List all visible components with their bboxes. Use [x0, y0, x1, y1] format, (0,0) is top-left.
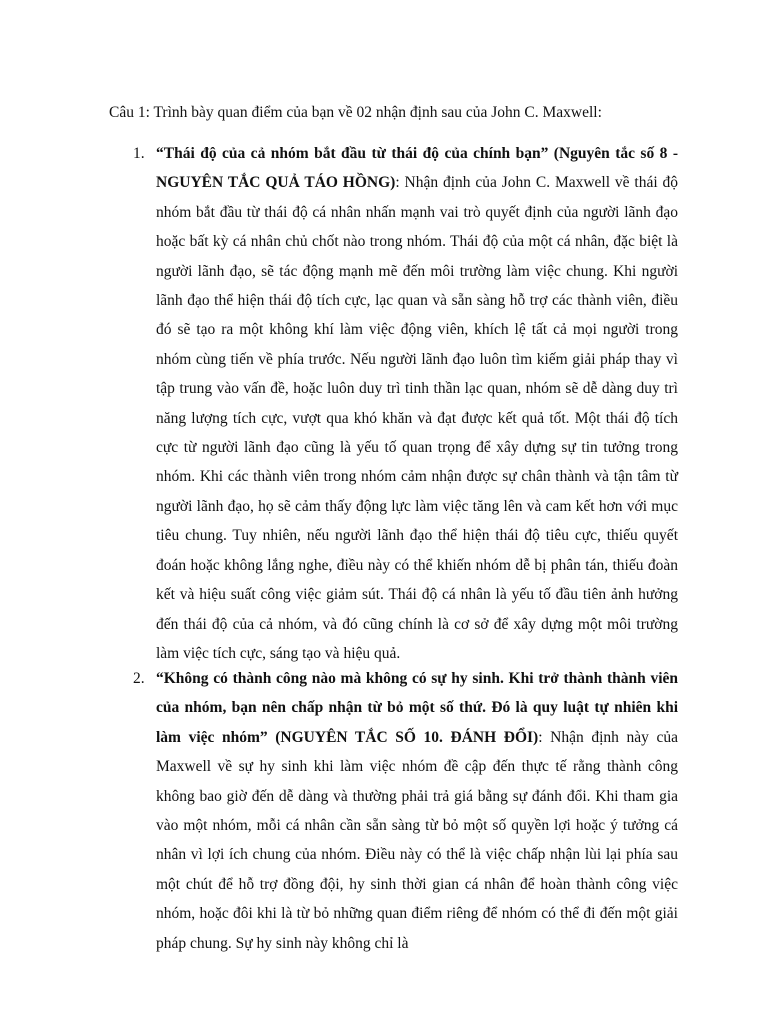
quote-text: “Thái độ của cả nhóm bắt đầu từ thái độ của chính bạn” — [156, 145, 549, 162]
quote-text: “Không có thành công nào mà không có sự hy sinh. Khi trở thành thành viên của nhóm, bạn nên chấp nhận từ bỏ một số thứ. Đó là quy luật tự nhiên khi làm việc nhóm” — [156, 670, 678, 746]
list-item-2 — [133, 664, 678, 958]
body-text: : Nhận định của John C. Maxwell về thái độ nhóm bắt đầu từ thái độ cá nhân nhấn mạnh vai trò quyết định của người lãnh đạo hoặc bất kỳ cá nhân chủ chốt nào trong nhóm. Thái độ của một cá nhân, đặc biệt là người lãnh đạo, sẽ tác động mạnh mẽ đến môi trường làm việc chung. Khi người lãnh đạo thể hiện thái độ tích cực, lạc quan và sẵn sàng hỗ trợ các thành viên, điều đó sẽ tạo ra một không khí làm việc động viên, khích lệ tất cả mọi người trong nhóm cùng tiến về phía trước. Nếu người lãnh đạo luôn tìm kiếm giải pháp thay vì tập trung vào vấn đề, hoặc luôn duy trì tinh thần lạc quan, nhóm sẽ dễ dàng duy trì năng lượng tích cực, vượt qua khó khăn và đạt được kết quả tốt. Một thái độ tích cực từ người lãnh đạo cũng là yếu tố quan trọng để xây dựng sự tin tưởng trong nhóm. Khi các thành viên trong nhóm cảm nhận được sự chân thành và tận tâm từ người lãnh đạo, họ sẽ cảm thấy động lực làm việc tăng lên và cam kết hơn với mục tiêu chung. Tuy nhiên, nếu người lãnh đạo thể hiện thái độ tiêu cực, thiếu quyết đoán hoặc không lắng nghe, điều này có thể khiến nhóm dễ bị phân tán, thiếu đoàn kết và hiệu suất công việc giảm sút. Thái độ cá nhân là yếu tố đầu tiên ảnh hưởng đến thái độ của cả nhóm, và đó cũng chính là cơ sở để xây dựng một môi trường làm việc tích cực, sáng tạo và hiệu quả. — [156, 174, 678, 662]
list-item-number: 1. — [133, 145, 145, 162]
list-item-paragraph — [156, 139, 678, 668]
principle-label: (NGUYÊN TẮC SỐ 10. ĐÁNH ĐỔI) — [267, 728, 539, 746]
principle-label: (Nguyên tắc số 8 - NGUYÊN TẮC QUẢ TÁO HỒNG) — [156, 145, 678, 192]
body-text: : Nhận định này của Maxwell về sự hy sinh khi làm việc nhóm đề cập đến thực tế rằng thành công không bao giờ đến dễ dàng và thường phải trả giá bằng sự đánh đổi. Khi tham gia vào một nhóm, mỗi cá nhân cần sẵn sàng từ bỏ một số quyền lợi hoặc ý tưởng cá nhân vì lợi ích chung của nhóm. Điều này có thể là việc chấp nhận lùi lại phía sau một chút để hỗ trợ đồng đội, hy sinh thời gian cá nhân để hoàn thành công việc nhóm, hoặc đôi khi là từ bỏ những quan điểm riêng để nhóm có thể đi đến một giải pháp chung. Sự hy sinh này không chỉ là — [156, 728, 678, 952]
list-item-1 — [133, 139, 678, 668]
list-item-paragraph — [156, 664, 678, 958]
question-heading: Câu 1: Trình bày quan điểm của bạn về 02 nhận định sau của John C. Maxwell: — [109, 104, 602, 121]
list-item-number: 2. — [133, 670, 145, 687]
